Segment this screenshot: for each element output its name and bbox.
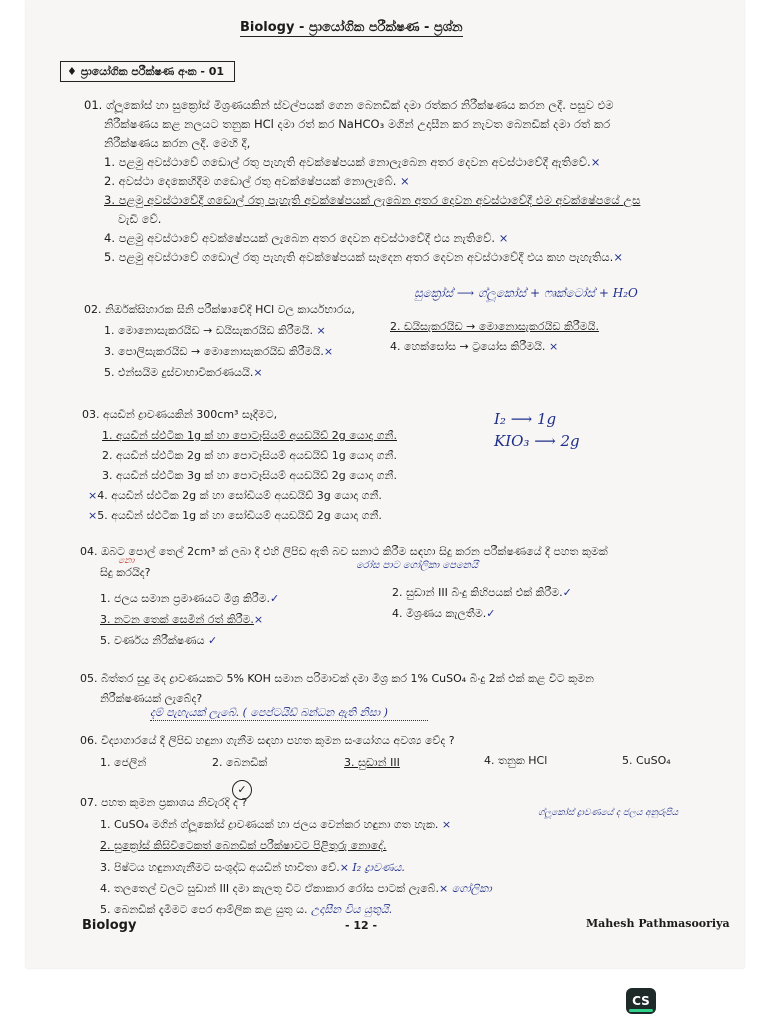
q4-option-5: 5. වර්ණය නිරීක්ෂණය ✓ <box>100 634 218 647</box>
cross-mark-icon: × <box>400 174 410 188</box>
q4-option-3: 3. නටන තෙක් සෙමින් රත් කිරීම.× <box>100 613 264 626</box>
q1-option-3-cont: වැඩි වේ. <box>118 212 162 226</box>
q1-option-3: 3. පළමු අවස්ථාවේදී ගඩොල් රතු පැහැති අවක්ෂේපයක් ලැබෙන අතර දෙවන අවස්ථාවේදී එම අවක්ෂේපයේ උස <box>104 193 641 207</box>
q4-option-4: 4. මිශ්‍රණය කැලතීම.✓ <box>392 607 496 620</box>
q1-stem-line2: නිරීක්ෂණය කළ නලයට තනුක HCl දමා රත් කර NaHCO₃ මගින් උදාසීන කර නැවත බෙනඩික් දමා රත් කර <box>104 117 611 131</box>
q6-stem: 06. විද්‍යාගාරයේ දී ලිපිඩ හඳුනා ගැනීම සඳහා පහත කුමන සංයෝගය අවශ්‍ය වේද ? <box>80 734 455 747</box>
cross-mark-icon: × <box>253 613 264 626</box>
q6-option-2: 2. බෙනඩික් <box>212 756 268 769</box>
q3-option-4: ×4. අයඩීන් ස්ඵටික 2g ක් හා සෝඩියම් අයඩයිඩ් 3g යොදා ගනී. <box>88 489 382 502</box>
q7-option-3-handwritten: I₂ ද්‍රාවණය. <box>352 861 405 874</box>
q2-option-2: 2. ඩයිසැකරයිඩ → මොනොසැකරයිඩ කිරීමයි. <box>390 320 599 333</box>
tick-mark-icon: ✓ <box>270 592 280 605</box>
cross-mark-icon: × <box>548 340 559 353</box>
q4-option-2: 2. සුඩාන් III බිංදු කිහිපයක් එක් කිරීම.✓ <box>392 586 572 599</box>
q1-stem-line1: 01. ග්ලූකෝස් හා සුක්‍රෝස් මිශ්‍රණයකින් ස්වල්පයක් ගෙන බෙනඩික් දමා රත්කර නිරීක්ෂණය කරන ලදී. පසුව එම <box>84 98 614 112</box>
q1-option-4: 4. පළමු අවස්ථාවේ අවක්ෂේපයක් ලැබෙන අතර දෙවන අවස්ථාවේදී එය නැතිවේ. × <box>104 231 509 245</box>
q3-handwritten-note-2: KIO₃ ⟶ 2g <box>494 432 580 450</box>
q5-stem-line1: 05. බිත්තර සුදු මද ද්‍රාවණයකට 5% KOH සමාන පරිමාවක් දමා මිශ්‍ර කර 1% CuSO₄ බිංදු 2ක් එක් කළ විට කුමන <box>80 672 594 685</box>
page-number: - 12 - <box>345 919 378 932</box>
cross-mark-icon: × <box>88 509 98 522</box>
cross-mark-icon: × <box>590 155 601 169</box>
q7-option-2: 2. සුක්‍රෝස් කිසිවිටෙකත් බෙනඩික් පරීක්ෂාවට පිළිතුරු නොදේ. <box>100 839 387 852</box>
q6-option-4: 4. තනුක HCl <box>484 754 548 767</box>
q1-stem-line3: නිරීක්ෂණය කරන ලදී. මෙහි දී, <box>104 136 251 150</box>
q5-handwritten-answer: දම් පැහැයක් ලැබේ. ( පෙප්ටයිඩ් බන්ධන ඇති නිසා ) <box>150 706 428 721</box>
camscanner-logo-icon: CS <box>626 988 656 1014</box>
q6-option-1: 1. ජෙලින් <box>100 756 147 769</box>
q4-stem-line1: 04. ඔබට පොල් තෙල් 2cm³ ක් ලබා දී එහි ලිපිඩ ඇති බව සනාථ කිරීම සඳහා සිදු කරන පරීක්ෂණයේ දී පහත කුමක් <box>80 545 608 558</box>
tick-mark-icon: ✓ <box>486 607 496 620</box>
footer-author: Mahesh Pathmasooriya <box>586 917 730 930</box>
q1-option-1: 1. පළමු අවස්ථාවේ ගඩොල් රතු පැහැති අවක්ෂේපයක් නොලැබෙන අතර දෙවන අවස්ථාවේදී ඇතිවේ.× <box>104 155 601 169</box>
q7-stem: 07. පහත කුමන ප්‍රකාශය නිවැරදි ද ? <box>80 796 248 809</box>
q7-option-4: 4. තලතෙල් වලට සුඩාන් III දමා කැලතූ විට ඒකාකාර රෝස පාටක් ලැබේ.× ගෝලිකා <box>100 882 492 895</box>
q7-option-5: 5. බෙනඩික් දැමීමට පෙර ආම්ලික කළ යුතු ය. උදාසීන විය යුතුයි. <box>100 903 393 916</box>
q3-option-2: 2. අයඩීන් ස්ඵටික 2g ක් හා පොටෑසියම් අයඩයිඩ් 1g යොදා ගනී. <box>102 449 397 462</box>
cross-mark-icon: × <box>441 818 452 831</box>
q6-option-5: 5. CuSO₄ <box>622 754 671 767</box>
q7-option-1-handwritten: ග්ලූකෝස් ද්‍රාවණයේ ද ජලය අනුරූපිය <box>538 808 679 818</box>
cross-mark-icon: × <box>316 324 326 337</box>
page-title: Biology - ප්‍රායෝගික පරීක්ෂණ - ප්‍රශ්න <box>240 20 463 35</box>
cross-mark-icon: × <box>339 861 349 874</box>
q2-option-4: 4. හෙක්සෝස → ට්‍රයෝස කිරීමයි. × <box>390 340 559 353</box>
q2-option-3: 3. පොලිසැකරයිඩ → මොනොසැකරයිඩ කිරීමයි.× <box>104 345 334 358</box>
q1-option-2: 2. අවස්ථා දෙකෙහිදීම ගඩොල් රතු අවක්ෂේපයක් නොලැබේ. × <box>104 174 410 188</box>
cross-mark-icon: × <box>439 882 449 895</box>
q2-handwritten-note: සුක්‍රෝස් ⟶ ග්ලූකෝස් + ෆ්‍රුක්ටෝස් + H₂O <box>414 286 638 300</box>
check-circle-icon: ✓ <box>232 780 252 800</box>
footer-subject: Biology <box>82 918 137 933</box>
q3-handwritten-note-1: I₂ ⟶ 1g <box>494 410 557 428</box>
q5-stem-line2: නිරීක්ෂණයක් ලැබේද? <box>100 692 203 705</box>
q7-option-3: 3. පිෂ්ටය හඳුනාගැනීමට සංශුද්ධ අයඩීන් භාවිතා වේ.× I₂ ද්‍රාවණය. <box>100 861 405 874</box>
q3-option-1: 1. අයඩීන් ස්ඵටික 1g ක් හා පොටෑසියම් අයඩයිඩ් 2g යොදා ගනී. <box>102 429 397 442</box>
tick-mark-icon: ✓ <box>562 586 572 599</box>
section-box: ♦ ප්‍රායෝගික පරීක්ෂණ අංක - 01 <box>60 61 235 82</box>
q7-option-1: 1. CuSO₄ මගින් ග්ලූකෝස් ද්‍රාවණයක් හා ජලය වෙන්කර හඳුනා ගත හැක. × <box>100 818 452 831</box>
q2-option-5: 5. එන්සයිම දුස්වාභාවිකරණයයි.× <box>104 366 263 379</box>
q2-option-1: 1. මොනොසැකරයිඩ → ඩයිසැකරයිඩ කිරීමයි. × <box>104 324 326 337</box>
tick-mark-icon: ✓ <box>208 634 218 647</box>
question-1 <box>84 96 640 267</box>
q6-option-3: 3. සුඩාන් III <box>344 756 400 769</box>
cross-mark-icon: × <box>253 366 263 379</box>
q3-option-3: 3. අයඩීන් ස්ඵටික 3g ක් හා පොටෑසියම් අයඩයිඩ් 2g යොදා ගනී. <box>102 469 397 482</box>
q7-option-4-handwritten: ගෝලිකා <box>451 882 492 895</box>
cross-mark-icon: × <box>88 489 98 502</box>
cross-mark-icon: × <box>323 345 334 358</box>
cross-mark-icon: × <box>613 250 623 264</box>
q1-option-5: 5. පළමු අවස්ථාවේ ගඩොල් රතු පැහැති අවක්ෂේපයක් සෑදෙන අතර දෙවන අවස්ථාවේදී එය කහ පැහැතිය.× <box>104 250 623 264</box>
q4-handwritten-note: රෝස පාට ගෝලිකා පෙනෙයි <box>356 560 479 571</box>
q4-option-1: 1. ජලය සමාන ප්‍රමාණයට මිශ්‍ර කිරීම.✓ <box>100 592 280 605</box>
q3-option-5: ×5. අයඩීන් ස්ඵටික 1g ක් හා සෝඩියම් අයඩයිඩ් 2g යොදා ගනී. <box>88 509 382 522</box>
q3-stem: 03. අයඩීන් ද්‍රාවණයකින් 300cm³ සෑදීමට, <box>82 408 278 421</box>
q4-stem-line2: සිදු කරයිද? <box>100 566 151 579</box>
q7-option-5-handwritten: උදාසීන විය යුතුයි. <box>310 903 393 916</box>
q4-handwritten-no: නො <box>118 556 135 566</box>
cross-mark-icon: × <box>498 231 509 245</box>
q2-stem: 02. නිර්ඔක්සිහාරක සීනි පරීක්ෂාවේදී HCl වල කාර්යභාරය, <box>84 303 355 316</box>
